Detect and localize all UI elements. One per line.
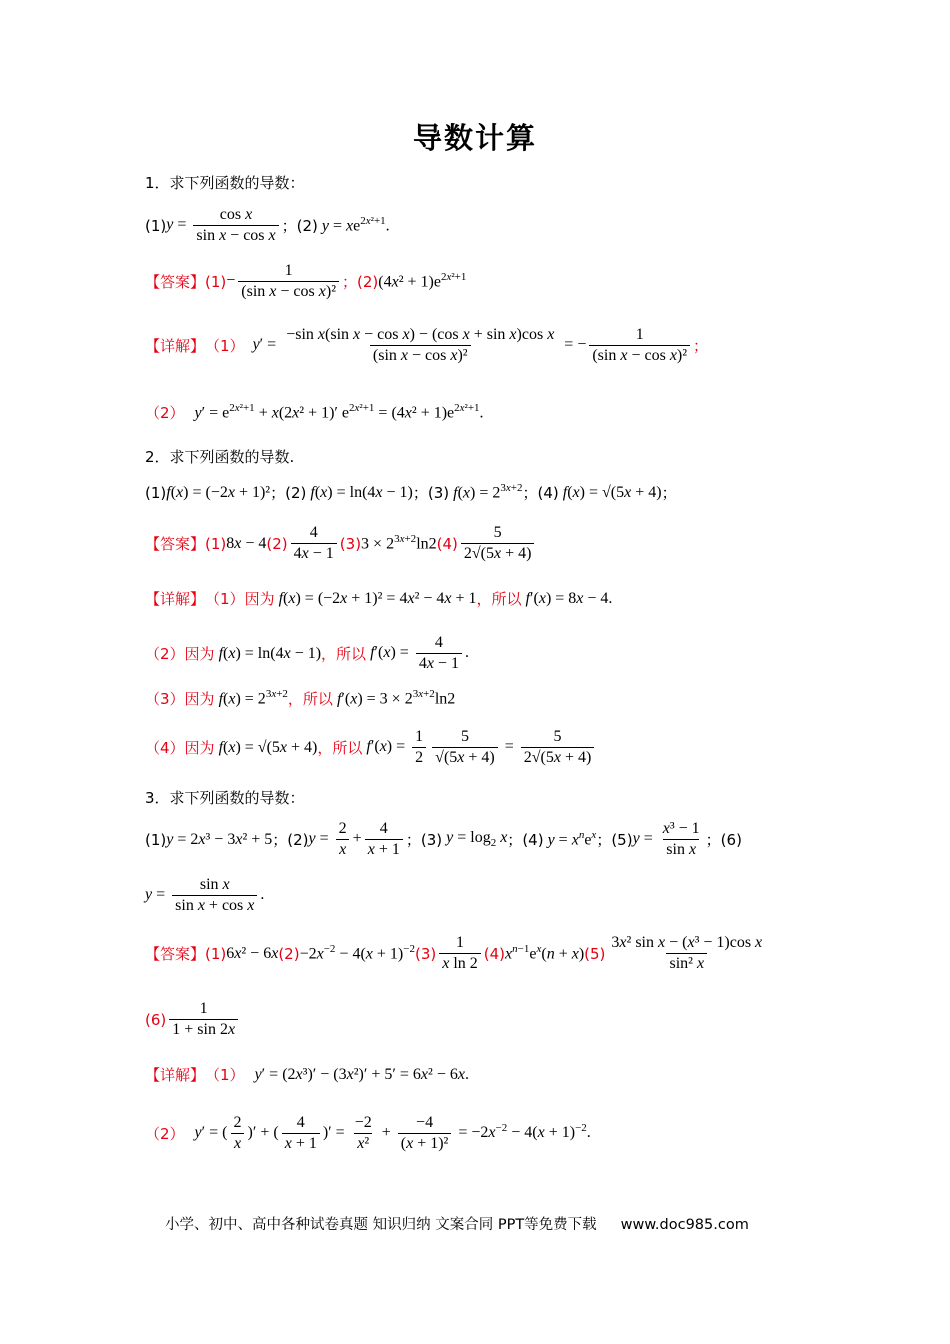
- question-1-detail-1: 【详解】 （1） y′ = $\frac{\text{−sin x(sin x − cos x) − (cos x + sin x)cos x}}{\text{(sin x − cos x)²}}$ = − $\frac{1}{\text{(sin x − cos x)²}}$ ；: [145, 326, 709, 364]
- question-3-answer-row-1: [145, 934, 768, 973]
- q3-answer-tag: 【答案】: [145, 945, 206, 963]
- q3-item-1-label: (1): [145, 830, 167, 849]
- q3-answer-5-formula: $\frac{\text{3x² sin x − (x³ − 1)cos x}}{\text{sin² x}}$: [611, 934, 763, 972]
- q3-item-3-formula: $y = \log_2 x$: [446, 829, 508, 850]
- q3-item-4-formula: $y = x^ne^x$: [547, 829, 597, 849]
- question-1-answer: 【答案】 (1) − $\frac{1}{\text{(sin x − cos x)²}}$ ； (2) $(4x^2 + 1)e^{2x^2+1}$: [145, 262, 467, 300]
- q2-detail-3-num: （3）: [145, 690, 185, 708]
- q1-answer-1-formula: − $\frac{1}{\text{(sin x − cos x)²}}$: [226, 262, 342, 301]
- q3-item-1-formula: y = 2x³ − 3x² + 5: [166, 830, 273, 848]
- q3-answer-6-formula: $\frac{1}{1 + \sin 2x}$: [166, 1000, 241, 1039]
- q3-item-4-label: (4): [522, 830, 544, 849]
- question-1-heading: 1．求下列函数的导数：: [145, 174, 305, 192]
- q2-detail-1-formula-b: f′(x) = 8x − 4.: [525, 589, 613, 607]
- question-3-items-row-1: (1) y = 2x³ − 3x² + 5 ； (2) y = $\frac{2}{x}$ + $\frac{4}{x + 1}$ ； (3) $y = \log_2 x$ ； (4) $y = x^ne^x$ ； (5) y = $\frac{\text{x³ − 1}}{\text{sin x}}$ ； (6): [145, 820, 742, 858]
- footer-site-link[interactable]: www.doc985.com: [620, 1217, 749, 1233]
- q3-item-6-formula: y = $\frac{\text{sin x}}{\text{sin x + cos x}}$ .: [145, 876, 265, 914]
- q3-answer-4-formula: $x^{n-1}e^x(n + x)$: [505, 943, 585, 963]
- q3-item-2-label: (2): [287, 830, 309, 849]
- q2-item-2-formula: f(x) = ln(4x − 1): [310, 483, 413, 501]
- q3-answer-part-3: (3): [414, 944, 437, 963]
- q2-item-3-label: (3): [427, 483, 450, 502]
- q2-detail-2-num: （2）: [145, 645, 185, 663]
- q2-detail-1-formula-a: f(x) = (−2x + 1)² = 4x² − 4x + 1: [278, 589, 477, 607]
- q2-detail-1-so: ，所以: [476, 590, 522, 608]
- q3-detail-1-formula: y′ = (2x³)′ − (3x²)′ + 5′ = 6x² − 6x.: [254, 1065, 469, 1083]
- q1-detail-tag: 【详解】: [145, 337, 206, 355]
- q3-detail-part-1: （1）: [205, 1066, 245, 1084]
- q1-detail-2-formula: $y' = e^{2x^2+1} + x(2x^2 + 1)'$ $e^{2x^2+1} = (4x^2 + 1)e^{2x^2+1}$.: [194, 402, 484, 422]
- q2-detail-2-formula-a: f(x) = ln(4x − 1): [218, 644, 322, 662]
- question-3-detail-2: [145, 1114, 591, 1153]
- q1-answer-tag: 【答案】: [145, 273, 206, 291]
- q3-detail-tag: 【详解】: [145, 1066, 206, 1084]
- q3-answer-1-formula: 6x² − 6x: [226, 944, 279, 962]
- q2-item-2-label: (2): [285, 483, 307, 502]
- question-2-answer: [145, 524, 537, 563]
- q1-answer-part-1: (1): [205, 272, 227, 291]
- q2-detail-3-because: 因为: [184, 690, 215, 708]
- q1-item-1-formula: y = $\frac{\text{cos x}}{\text{sin x − cos x}}$: [166, 206, 281, 245]
- q3-item-6-label: (6): [720, 830, 742, 849]
- question-3-answer-row-2: [145, 1000, 241, 1039]
- question-3-items-row-2: [145, 876, 264, 915]
- q3-detail-part-2: （2）: [145, 1125, 185, 1143]
- q2-item-1-formula: f(x) = (−2x + 1)²: [166, 483, 271, 501]
- q2-answer-2-formula: $\frac{4}{4x - 1}$: [288, 524, 340, 563]
- question-2-detail-1: [145, 588, 612, 609]
- question-2-detail-2: [145, 634, 469, 673]
- q3-answer-part-1: (1): [205, 944, 227, 963]
- q2-item-3-formula: $f(x) = 2^{3x+2}$: [453, 482, 523, 502]
- q3-detail-2-formula: y′ = ( $\frac{2}{x}$ )′ + ( $\frac{4}{x + 1}$ )′ = $\frac{-2}{\text{x²}}$ + $\frac{-4}{\text{(x + 1)²}}$ = $-2x^{-2} - 4(x + 1)^{-2}$.: [194, 1114, 591, 1152]
- q3-answer-part-4: (4): [483, 944, 506, 963]
- footer-text: 小学、初中、高中各种试卷真题 知识归纳 文案合同 PPT等免费下载: [165, 1217, 597, 1233]
- q2-detail-4-so: ，所以: [317, 739, 363, 757]
- question-2-detail-4: [145, 728, 597, 767]
- q3-item-5-formula: y = $\frac{\text{x³ − 1}}{\text{sin x}}$: [632, 820, 700, 858]
- q2-detail-4-num: （4）: [145, 739, 185, 757]
- page-title: 导数计算: [412, 121, 537, 155]
- question-3-heading: 3．求下列函数的导数：: [145, 789, 305, 807]
- q3-answer-part-5: (5): [584, 944, 606, 963]
- q2-detail-2-formula-b: f′(x) = $\frac{4}{4x - 1}$ .: [370, 634, 469, 672]
- q1-detail-1-formula: y′ = $\frac{\text{−sin x(sin x − cos x) − (cos x + sin x)cos x}}{\text{(sin x − cos x)²}}$ = − $\frac{1}{\text{(sin x − cos x)²}}$: [253, 326, 693, 365]
- q2-answer-1-formula: 8x − 4: [226, 534, 267, 552]
- q2-answer-part-3: (3): [339, 534, 362, 553]
- q2-detail-tag: 【详解】: [145, 590, 206, 608]
- q2-answer-part-1: (1): [205, 534, 227, 553]
- q2-detail-4-formula-a: f(x) = √(5x + 4): [218, 738, 318, 756]
- q3-item-5-label: (5): [611, 830, 633, 849]
- q2-detail-2-because: 因为: [184, 645, 215, 663]
- question-2-heading: 2．求下列函数的导数.: [145, 448, 295, 466]
- q1-item-1-label: (1): [145, 216, 167, 235]
- q3-answer-part-2: (2): [278, 944, 300, 963]
- q3-item-3-label: (3): [420, 830, 443, 849]
- q2-detail-1-num: （1）: [205, 590, 245, 608]
- footer: [165, 1213, 749, 1234]
- q2-detail-3-so: ，所以: [287, 690, 333, 708]
- question-2-items: (1) f(x) = (−2x + 1)² ； (2) f(x) = ln(4x − 1) ； (3) $f(x) = 2^{3x+2}$ ； (4) f(x) = √(5x + 4) ；: [145, 482, 677, 502]
- q1-detail-part-1: （1）: [205, 337, 245, 355]
- q1-answer-part-2: (2): [357, 272, 379, 291]
- q2-answer-part-2: (2): [266, 534, 288, 553]
- q1-item-2-formula: $y = xe^{2x^2+1}$.: [321, 215, 390, 235]
- q2-item-1-label: (1): [145, 483, 167, 502]
- question-3-detail-1: [145, 1064, 469, 1085]
- q2-answer-3-formula: $3 \times 2^{3x+2}\ln 2$: [361, 533, 437, 553]
- q3-item-2-formula: y = $\frac{2}{x}$ + $\frac{4}{x + 1}$: [309, 820, 406, 859]
- q2-answer-part-4: (4): [436, 534, 458, 553]
- q2-detail-4-formula-b: f′(x) = $\frac{1}{2}$ $\frac{5}{√(5x + 4)}$ = $\frac{5}{2√(5x + 4)}$: [362, 728, 597, 767]
- q2-answer-tag: 【答案】: [145, 535, 206, 553]
- q2-detail-2-so: ，所以: [321, 645, 367, 663]
- question-1-items: (1) y = $\frac{\text{cos x}}{\text{sin x − cos x}}$ ； (2) $y = xe^{2x^2+1}$.: [145, 206, 390, 244]
- question-1-detail-2: [145, 402, 484, 423]
- q2-item-4-formula: f(x) = √(5x + 4): [562, 483, 662, 501]
- question-2-detail-3: [145, 688, 455, 709]
- q2-detail-3-formula-a: $f(x) = 2^{3x+2}$: [218, 688, 288, 708]
- q3-answer-2-formula: $-2x^{-2} - 4(x + 1)^{-2}$: [299, 943, 415, 963]
- q2-answer-4-formula: $\frac{5}{2√(5x + 4)}$: [458, 524, 538, 563]
- q2-detail-4-because: 因为: [184, 739, 215, 757]
- q1-detail-part-2: （2）: [145, 404, 185, 422]
- q2-detail-1-because: 因为: [244, 590, 275, 608]
- q1-item-2-label: (2): [296, 216, 318, 235]
- q2-item-4-label: (4): [537, 483, 559, 502]
- q2-detail-3-formula-b: $f'(x) = 3 \times 2^{3x+2}\ln 2$: [336, 688, 456, 708]
- q3-answer-part-6: (6): [145, 1010, 167, 1029]
- q1-answer-2-formula: $(4x^2 + 1)e^{2x^2+1}$: [378, 271, 467, 291]
- q3-answer-3-formula: $\frac{1}{\text{x ln 2}}$: [436, 934, 484, 973]
